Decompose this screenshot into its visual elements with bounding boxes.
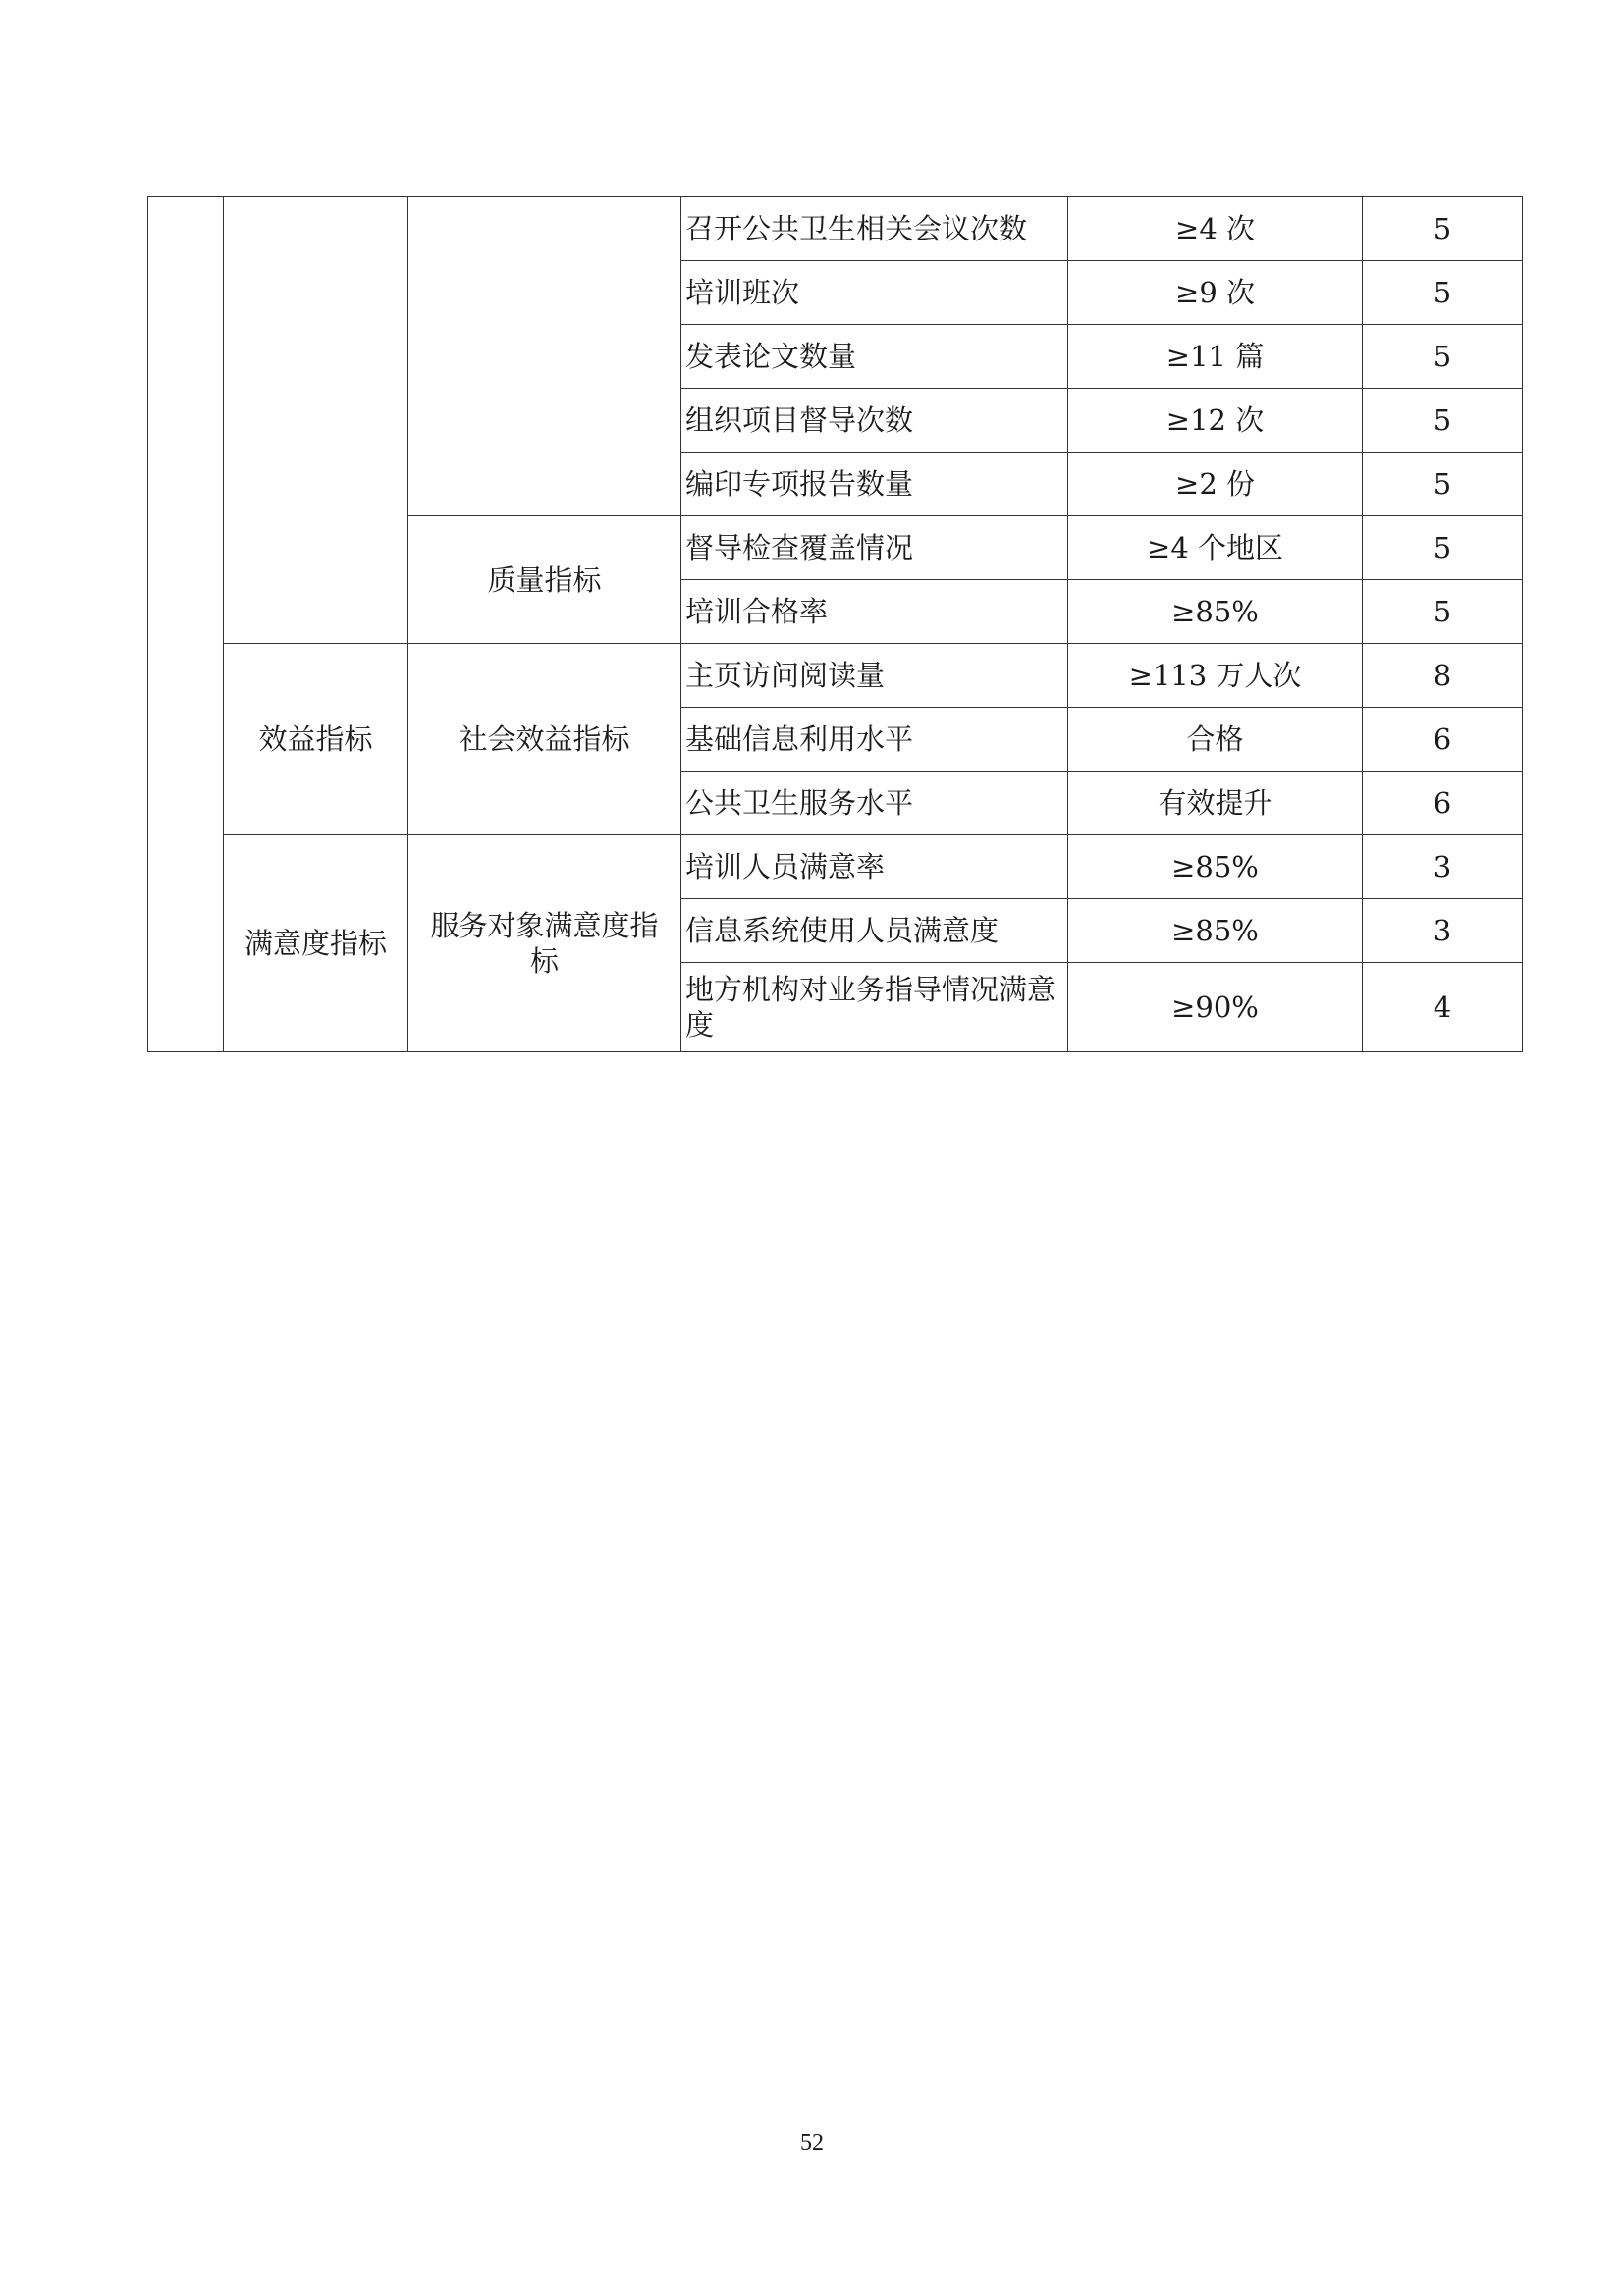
indicator-name: 召开公共卫生相关会议次数	[681, 197, 1068, 261]
indicator-name: 督导检查覆盖情况	[681, 516, 1068, 580]
indicator-score: 5	[1363, 516, 1523, 580]
social-benefit-indicator-group: 社会效益指标	[408, 644, 681, 835]
indicator-value: ≥113 万人次	[1068, 644, 1363, 708]
indicator-score: 5	[1363, 453, 1523, 516]
outer-category-cell	[148, 197, 224, 1052]
indicator-value: ≥85%	[1068, 835, 1363, 899]
indicator-score: 5	[1363, 197, 1523, 261]
indicator-score: 5	[1363, 580, 1523, 644]
indicator-value: 有效提升	[1068, 772, 1363, 835]
indicator-name: 培训班次	[681, 261, 1068, 325]
page-number: 52	[800, 2130, 824, 2156]
table-row	[148, 197, 1523, 261]
table-row	[148, 644, 1523, 708]
indicator-value: ≥2 份	[1068, 453, 1363, 516]
indicator-score: 8	[1363, 644, 1523, 708]
service-satisfaction-indicator-group: 服务对象满意度指标	[408, 835, 681, 1052]
indicator-value: ≥4 个地区	[1068, 516, 1363, 580]
performance-indicator-table	[147, 196, 1523, 1052]
indicator-name: 基础信息利用水平	[681, 708, 1068, 772]
level1-cell-output	[224, 197, 408, 644]
indicator-name: 组织项目督导次数	[681, 389, 1068, 453]
indicator-score: 6	[1363, 708, 1523, 772]
indicator-value: ≥4 次	[1068, 197, 1363, 261]
indicator-value: ≥85%	[1068, 899, 1363, 963]
indicator-score: 3	[1363, 899, 1523, 963]
indicator-score: 5	[1363, 389, 1523, 453]
indicator-score: 5	[1363, 261, 1523, 325]
indicator-name: 信息系统使用人员满意度	[681, 899, 1068, 963]
indicator-name: 编印专项报告数量	[681, 453, 1068, 516]
indicator-name: 地方机构对业务指导情况满意度	[681, 963, 1068, 1052]
indicator-name: 主页访问阅读量	[681, 644, 1068, 708]
indicator-name: 发表论文数量	[681, 325, 1068, 389]
satisfaction-indicator-group: 满意度指标	[224, 835, 408, 1052]
indicator-value: 合格	[1068, 708, 1363, 772]
indicator-value: ≥11 篇	[1068, 325, 1363, 389]
indicator-score: 5	[1363, 325, 1523, 389]
indicator-score: 6	[1363, 772, 1523, 835]
indicator-value: ≥85%	[1068, 580, 1363, 644]
indicator-score: 3	[1363, 835, 1523, 899]
indicator-name: 培训人员满意率	[681, 835, 1068, 899]
benefit-indicator-group: 效益指标	[224, 644, 408, 835]
indicator-value: ≥9 次	[1068, 261, 1363, 325]
level2-cell-quantity	[408, 197, 681, 516]
quality-indicator-group: 质量指标	[408, 516, 681, 644]
indicator-name: 公共卫生服务水平	[681, 772, 1068, 835]
indicator-value: ≥12 次	[1068, 389, 1363, 453]
indicator-name: 培训合格率	[681, 580, 1068, 644]
indicator-score: 4	[1363, 963, 1523, 1052]
table-row	[148, 835, 1523, 899]
indicator-value: ≥90%	[1068, 963, 1363, 1052]
